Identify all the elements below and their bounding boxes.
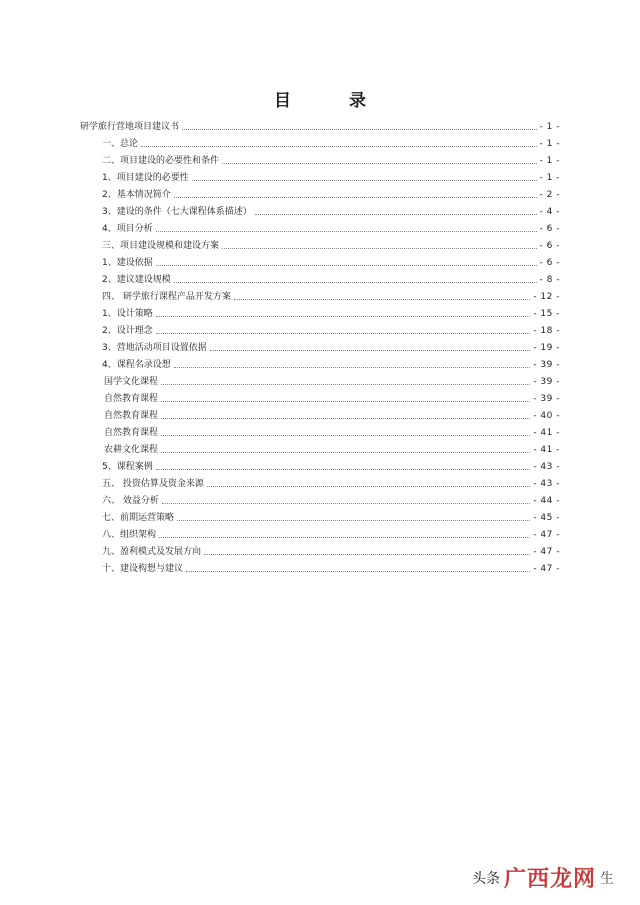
toc-entry-page: - 2 - bbox=[539, 190, 560, 200]
toc-entry[interactable] bbox=[80, 354, 560, 371]
toc-dot-leader bbox=[182, 128, 537, 130]
toc-dot-leader bbox=[204, 553, 530, 555]
toc-entry-label: 2、设计理念 bbox=[102, 326, 153, 336]
toc-dot-leader bbox=[161, 400, 530, 402]
toc-entry-page: - 1 - bbox=[539, 173, 560, 183]
toc-entry-page: - 1 - bbox=[539, 139, 560, 149]
toc-entry-page: - 47 - bbox=[533, 530, 560, 540]
toc-entry[interactable] bbox=[80, 337, 560, 354]
toc-dot-leader bbox=[156, 230, 537, 232]
toc-entry[interactable] bbox=[80, 405, 560, 422]
toc-entry-page: - 41 - bbox=[533, 428, 560, 438]
toc-dot-leader bbox=[156, 332, 531, 334]
toc-entry-label: 七、前期运营策略 bbox=[102, 513, 175, 523]
toc-entry[interactable] bbox=[80, 388, 560, 405]
toc-entry-label: 九、盈利模式及发展方向 bbox=[102, 547, 202, 557]
toc-entry-page: - 18 - bbox=[533, 326, 560, 336]
toc-entry-page: - 15 - bbox=[533, 309, 560, 319]
toc-entry-page: - 39 - bbox=[533, 377, 560, 387]
toc-entry[interactable] bbox=[80, 320, 560, 337]
toc-entry[interactable] bbox=[80, 456, 560, 473]
watermark-prefix: 头条 bbox=[471, 870, 500, 887]
toc-dot-leader bbox=[156, 315, 531, 317]
toc-entry-label: 4、课程名录设想 bbox=[102, 360, 171, 370]
toc-entry[interactable] bbox=[80, 269, 560, 286]
toc-entry[interactable] bbox=[80, 286, 560, 303]
watermark-suffix: 生 bbox=[600, 870, 614, 887]
toc-dot-leader bbox=[161, 434, 530, 436]
toc-entry[interactable] bbox=[80, 490, 560, 507]
toc-entry[interactable] bbox=[80, 371, 560, 388]
toc-dot-leader bbox=[174, 366, 531, 368]
toc-dot-leader bbox=[222, 162, 537, 164]
toc-entry-page: - 40 - bbox=[533, 411, 560, 421]
toc-dot-leader bbox=[177, 519, 530, 521]
toc-entry-label: 自然教育课程 bbox=[104, 428, 159, 438]
toc-entry-label: 十、建设构想与建议 bbox=[102, 564, 184, 574]
toc-entry-label: 3、建设的条件（七大课程体系描述） bbox=[102, 207, 252, 217]
toc-entry[interactable] bbox=[80, 473, 560, 490]
toc-entry-label: 二、项目建设的必要性和条件 bbox=[102, 156, 220, 166]
toc-entry[interactable] bbox=[80, 439, 560, 456]
toc-dot-leader bbox=[162, 502, 530, 504]
toc-entry-page: - 44 - bbox=[533, 496, 560, 506]
toc-entry-label: 六、 效益分析 bbox=[102, 496, 159, 506]
toc-entry-label: 4、项目分析 bbox=[102, 224, 153, 234]
toc-entry-page: - 45 - bbox=[533, 513, 560, 523]
toc-dot-leader bbox=[156, 468, 531, 470]
toc-entry-label: 农耕文化课程 bbox=[104, 445, 159, 455]
toc-entry[interactable] bbox=[80, 541, 560, 558]
toc-entry[interactable] bbox=[80, 167, 560, 184]
toc-dot-leader bbox=[207, 485, 530, 487]
toc-entry-label: 1、项目建设的必要性 bbox=[102, 173, 189, 183]
toc-entry-page: - 1 - bbox=[539, 156, 560, 166]
toc-entry-page: - 39 - bbox=[533, 360, 560, 370]
toc-dot-leader bbox=[156, 264, 537, 266]
toc-dot-leader bbox=[161, 417, 530, 419]
toc-entry[interactable] bbox=[80, 252, 560, 269]
toc-entry-page: - 1 - bbox=[539, 122, 560, 132]
toc-dot-leader bbox=[159, 536, 530, 538]
toc-dot-leader bbox=[234, 298, 530, 300]
toc-entry[interactable] bbox=[80, 184, 560, 201]
toc-entry-page: - 43 - bbox=[533, 462, 560, 472]
toc-entry-page: - 12 - bbox=[533, 292, 560, 302]
toc-entry-label: 五、 投资估算及资金来源 bbox=[102, 479, 204, 489]
toc-entry[interactable] bbox=[80, 524, 560, 541]
toc-entry-label: 自然教育课程 bbox=[104, 394, 159, 404]
toc-entry[interactable] bbox=[80, 150, 560, 167]
toc-entry-label: 2、建议建设规模 bbox=[102, 275, 171, 285]
toc-entry[interactable] bbox=[80, 218, 560, 235]
table-of-contents bbox=[80, 116, 560, 575]
toc-dot-leader bbox=[174, 281, 537, 283]
watermark-brand: 广西龙网 bbox=[503, 867, 596, 892]
toc-entry[interactable] bbox=[80, 303, 560, 320]
toc-dot-leader bbox=[210, 349, 531, 351]
toc-entry-label: 自然教育课程 bbox=[104, 411, 159, 421]
toc-dot-leader bbox=[161, 383, 530, 385]
watermark bbox=[472, 862, 614, 893]
toc-dot-leader bbox=[174, 196, 537, 198]
toc-entry-page: - 6 - bbox=[539, 258, 560, 268]
toc-entry-page: - 47 - bbox=[533, 547, 560, 557]
toc-entry-label: 一、总论 bbox=[102, 139, 139, 149]
toc-entry[interactable] bbox=[80, 558, 560, 575]
toc-entry[interactable] bbox=[80, 133, 560, 150]
toc-dot-leader bbox=[161, 451, 530, 453]
toc-dot-leader bbox=[222, 247, 537, 249]
toc-dot-leader bbox=[141, 145, 537, 147]
toc-entry-label: 四、 研学旅行课程产品开发方案 bbox=[102, 292, 231, 302]
toc-entry-label: 2、基本情况简介 bbox=[102, 190, 171, 200]
toc-entry-label: 国学文化课程 bbox=[104, 377, 159, 387]
toc-entry-page: - 39 - bbox=[533, 394, 560, 404]
toc-entry-label: 5、课程案例 bbox=[102, 462, 153, 472]
toc-entry-page: - 6 - bbox=[539, 224, 560, 234]
toc-entry-label: 1、建设依据 bbox=[102, 258, 153, 268]
toc-entry-page: - 47 - bbox=[533, 564, 560, 574]
toc-entry-page: - 8 - bbox=[539, 275, 560, 285]
toc-entry-page: - 19 - bbox=[533, 343, 560, 353]
toc-entry-label: 研学旅行营地项目建议书 bbox=[80, 122, 180, 132]
toc-entry[interactable] bbox=[80, 116, 560, 133]
toc-entry-label: 八、组织架构 bbox=[102, 530, 157, 540]
toc-entry-page: - 43 - bbox=[533, 479, 560, 489]
toc-entry[interactable] bbox=[80, 422, 560, 439]
toc-entry[interactable] bbox=[80, 201, 560, 218]
toc-entry-label: 三、项目建设规模和建设方案 bbox=[102, 241, 220, 251]
toc-entry-label: 3、营地活动项目设置依据 bbox=[102, 343, 207, 353]
toc-title: 目 录 bbox=[274, 91, 392, 111]
toc-entry[interactable] bbox=[80, 235, 560, 252]
toc-dot-leader bbox=[255, 213, 537, 215]
toc-dot-leader bbox=[192, 179, 537, 181]
toc-entry-label: 1、设计策略 bbox=[102, 309, 153, 319]
toc-entry-page: - 4 - bbox=[539, 207, 560, 217]
toc-entry[interactable] bbox=[80, 507, 560, 524]
toc-entry-page: - 6 - bbox=[539, 241, 560, 251]
toc-dot-leader bbox=[186, 570, 530, 572]
toc-entry-page: - 41 - bbox=[533, 445, 560, 455]
